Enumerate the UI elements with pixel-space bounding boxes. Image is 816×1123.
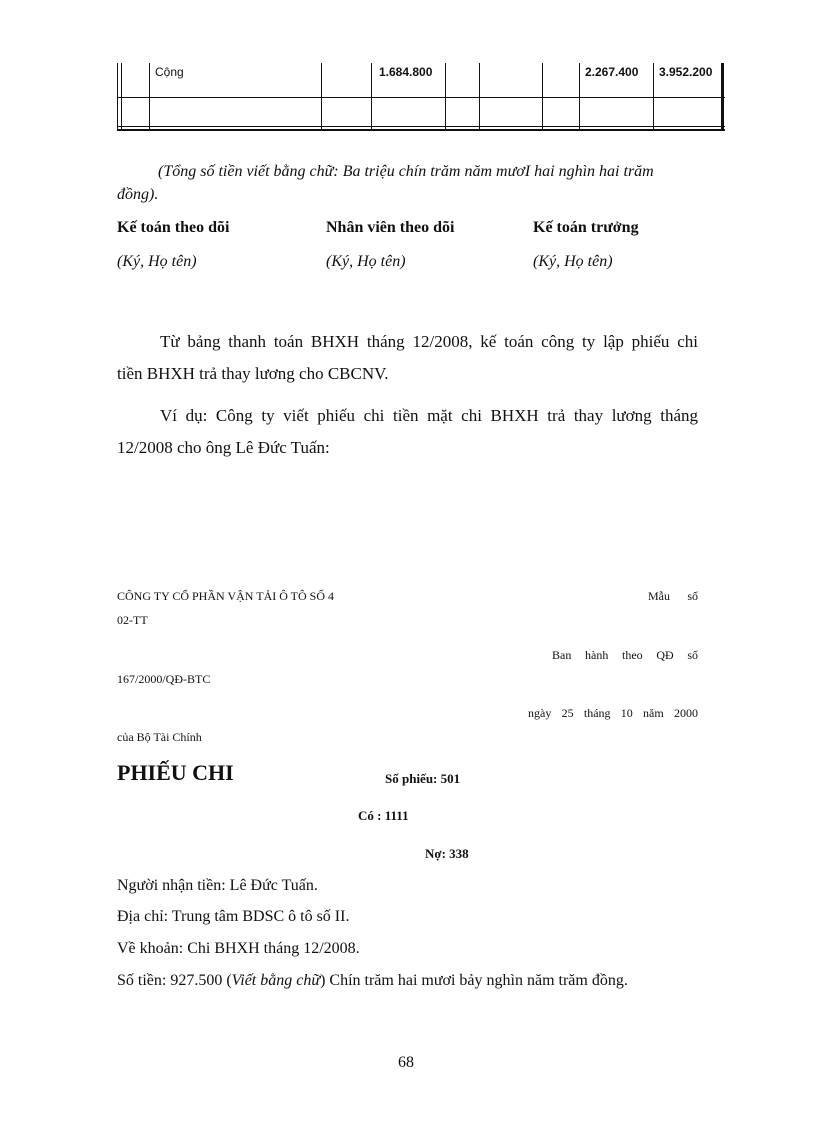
signature-title-staff: Nhân viên theo dõi: [326, 219, 455, 236]
issued-by: Ban hành theo QĐ số: [552, 648, 698, 662]
voucher-number: Số phiếu: 501: [385, 771, 461, 786]
signature-title-chief-accountant: Kế toán trưởng: [533, 219, 639, 236]
table-col-line: [653, 63, 654, 131]
table-col-line: [121, 63, 122, 131]
company-name: CÔNG TY CỔ PHẦN VẬN TẢI Ô TÔ SỐ 4: [117, 589, 335, 603]
reason: Về khoản: Chi BHXH tháng 12/2008.: [117, 940, 360, 957]
signature-sub-accountant: (Ký, Họ tên): [117, 253, 197, 270]
ministry: của Bộ Tài Chính: [117, 730, 202, 744]
signature-title-accountant: Kế toán theo dõi: [117, 219, 230, 236]
issue-date: ngày 25 tháng 10 năm 2000: [528, 706, 698, 720]
table-bottom-border: [117, 126, 725, 127]
paragraph-2-line1: Ví dụ: Công ty viết phiếu chi tiền mặt chi BHXH trả thay lương tháng: [160, 406, 698, 425]
paragraph-1-line1: Từ bảng thanh toán BHXH tháng 12/2008, kế toán công ty lập phiếu chi: [160, 332, 698, 351]
recipient: Người nhận tiền: Lê Đức Tuấn.: [117, 877, 318, 894]
table-right-border: [721, 63, 724, 131]
table-bottom-border-double: [117, 129, 725, 131]
table-col-line: [371, 63, 372, 131]
table-row-divider: [117, 97, 725, 98]
table-col-line: [579, 63, 580, 131]
debit-account: Nợ: 338: [425, 846, 469, 861]
table-cell-total-1: 1.684.800: [379, 65, 433, 79]
credit-account: Có : 1111: [358, 808, 409, 823]
signature-sub-chief-accountant: (Ký, Họ tên): [533, 253, 613, 270]
table-col-line: [321, 63, 322, 131]
table-cell-total-3: 3.952.200: [659, 65, 713, 79]
amount-prefix: Số tiền: 927.500 (: [117, 972, 232, 989]
total-in-words-line1: (Tổng số tiền viết bằng chữ: Ba triệu chín trăm năm mươI hai nghìn hai trăm: [158, 163, 654, 180]
amount-words-label: Viết bằng chữ: [231, 972, 321, 989]
table-col-line: [542, 63, 543, 131]
decision-number: 167/2000/QĐ-BTC: [117, 672, 211, 686]
paragraph-1-line2: tiền BHXH trả thay lương cho CBCNV.: [117, 364, 389, 383]
summary-table: [117, 63, 725, 131]
paragraph-2-line2: 12/2008 cho ông Lê Đức Tuấn:: [117, 438, 330, 457]
amount-line: [117, 972, 628, 990]
table-col-line: [149, 63, 150, 131]
table-row-label: Cộng: [155, 65, 184, 79]
amount-in-words: ) Chín trăm hai mươi bảy nghìn năm trăm đồng.: [320, 972, 628, 989]
page-number: 68: [398, 1054, 414, 1071]
form-code: 02-TT: [117, 613, 148, 627]
total-in-words-line2: đồng).: [117, 186, 159, 203]
table-col-line: [445, 63, 446, 131]
voucher-title: PHIẾU CHI: [117, 760, 234, 785]
table-col-line: [479, 63, 480, 131]
table-cell-total-2: 2.267.400: [585, 65, 639, 79]
signature-sub-staff: (Ký, Họ tên): [326, 253, 406, 270]
table-col-line: [117, 63, 118, 131]
form-label: Mẫu số: [648, 589, 698, 603]
address: Địa chỉ: Trung tâm BDSC ô tô số II.: [117, 908, 350, 925]
